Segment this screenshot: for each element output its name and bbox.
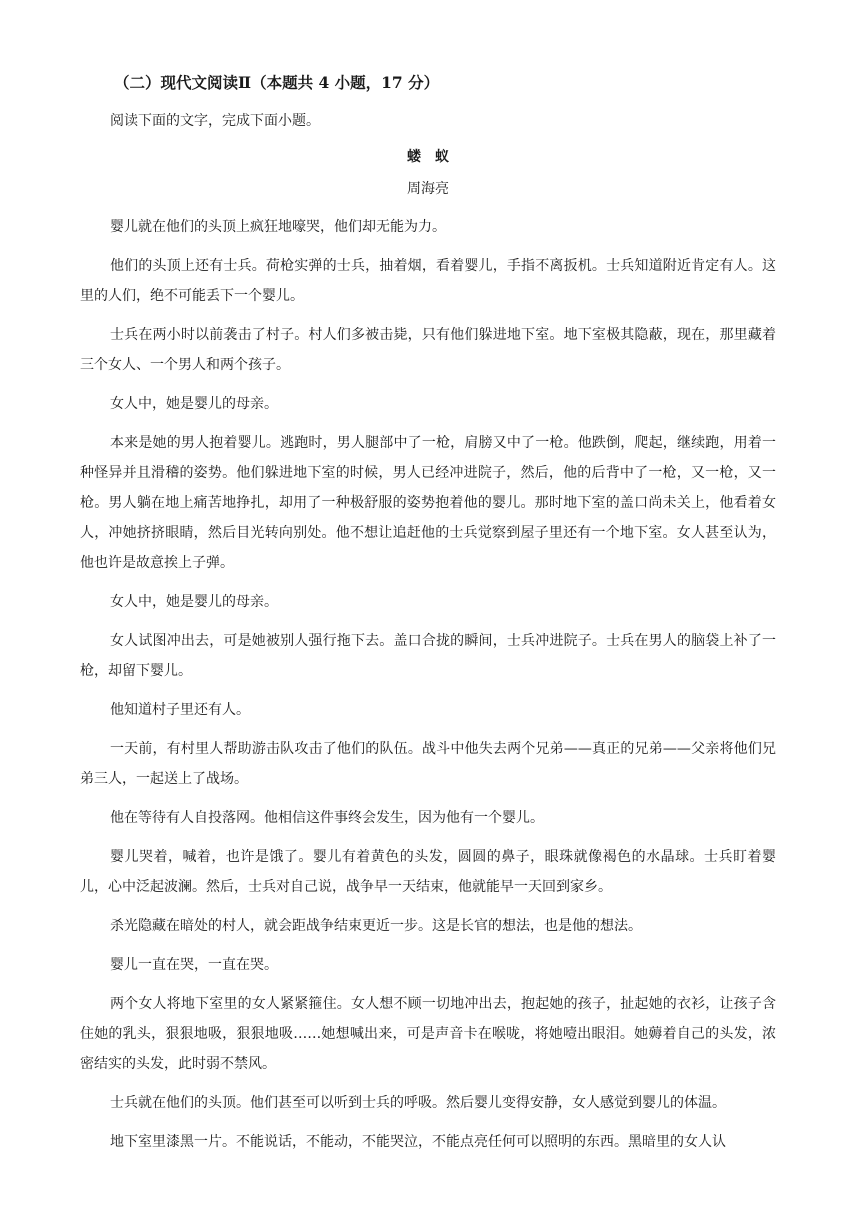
story-author: 周海亮: [407, 181, 449, 197]
paragraph: 本来是她的男人抱着婴儿。逃跑时，男人腿部中了一枪，肩膀又中了一枪。他跌倒，爬起，继续跑，用着一种怪异并且滑稽的姿势。他们躲进地下室的时候，男人已经冲进院子，然后，他的后背中了一枪，又一枪，又一枪。男人躺在地上痛苦地挣扎，却用了一种极舒服的姿势抱着他的婴儿。那时地下室的盖口尚未关上，他看着女人，冲她挤挤眼睛，然后目光转向别处。他不想让追赶他的士兵觉察到屋子里还有一个地下室。女人甚至认为，他也许是故意挨上子弹。: [80, 435, 776, 571]
section-title: （二）现代文阅读Ⅱ（本题共 4 小题，17 分）: [114, 73, 440, 92]
paragraph: 婴儿哭着，喊着，也许是饿了。婴儿有着黄色的头发，圆圆的鼻子，眼珠就像褐色的水晶球。士兵盯着婴儿，心中泛起波澜。然后，士兵对自己说，战争早一天结束，他就能早一天回到家乡。: [80, 849, 776, 895]
story-body: [80, 212, 776, 1157]
paragraph: 士兵在两小时以前袭击了村子。村人们多被击毙，只有他们躲进地下室。地下室极其隐蔽，现在，那里藏着三个女人、一个男人和两个孩子。: [80, 327, 776, 373]
paragraph: 两个女人将地下室里的女人紧紧箍住。女人想不顾一切地冲出去，抱起她的孩子，扯起她的衣衫，让孩子含住她的乳头，狠狠地吸，狠狠地吸……她想喊出来，可是声音卡在喉咙，将她噎出眼泪。她薅着自己的头发，浓密结实的头发，此时弱不禁风。: [80, 996, 776, 1072]
paragraph: 女人中，她是婴儿的母亲。: [110, 594, 278, 610]
paragraph: 他在等待有人自投落网。他相信这件事终会发生，因为他有一个婴儿。: [110, 810, 544, 826]
paragraph: 地下室里漆黑一片。不能说话，不能动，不能哭泣，不能点亮任何可以照明的东西。黑暗里的女人认: [110, 1134, 726, 1150]
reading-instruction: 阅读下面的文字，完成下面小题。: [110, 113, 320, 129]
paragraph: 女人试图冲出去，可是她被别人强行拖下去。盖口合拢的瞬间，士兵冲进院子。士兵在男人的脑袋上补了一枪，却留下婴儿。: [80, 633, 776, 679]
story-title: 蝼蚁: [407, 149, 463, 165]
paragraph: 他知道村子里还有人。: [110, 702, 250, 718]
paragraph: 婴儿一直在哭，一直在哭。: [110, 957, 278, 973]
paragraph: 婴儿就在他们的头顶上疯狂地嚎哭，他们却无能为力。: [110, 219, 446, 235]
paragraph: 女人中，她是婴儿的母亲。: [110, 396, 278, 412]
paragraph: 士兵就在他们的头顶。他们甚至可以听到士兵的呼吸。然后婴儿变得安静，女人感觉到婴儿的体温。: [110, 1095, 726, 1111]
paragraph: 杀光隐藏在暗处的村人，就会距战争结束更近一步。这是长官的想法，也是他的想法。: [110, 918, 642, 934]
document-page: [80, 68, 776, 1166]
paragraph: 一天前，有村里人帮助游击队攻击了他们的队伍。战斗中他失去两个兄弟——真正的兄弟——父亲将他们兄弟三人，一起送上了战场。: [80, 741, 776, 787]
paragraph: 他们的头顶上还有士兵。荷枪实弹的士兵，抽着烟，看着婴儿，手指不离扳机。士兵知道附近肯定有人。这里的人们，绝不可能丢下一个婴儿。: [80, 258, 776, 304]
